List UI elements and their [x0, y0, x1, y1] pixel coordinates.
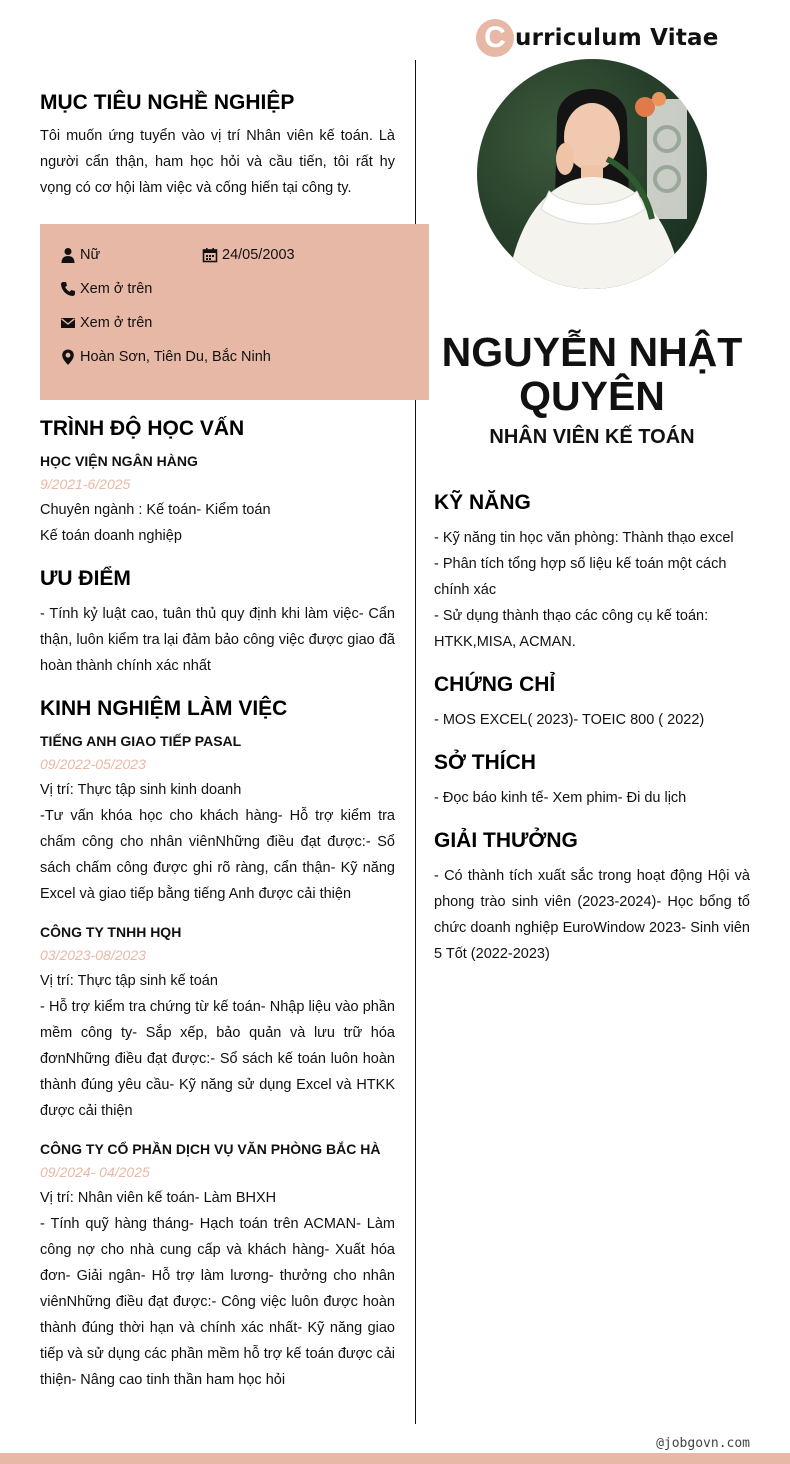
phone-value: Xem ở trên [80, 281, 153, 297]
experience-period: 09/2024- 04/2025 [40, 1164, 150, 1181]
person-icon [60, 247, 76, 263]
gender-value: Nữ [80, 247, 101, 263]
birthdate-row [202, 247, 295, 263]
logo-letter: C [476, 19, 514, 57]
location-pin-icon [60, 349, 76, 365]
company-name: CÔNG TY TNHH HQH [40, 924, 182, 941]
footer-credit: @jobgovn.com [656, 1436, 750, 1451]
certificates-text: - MOS EXCEL( 2023)- TOEIC 800 ( 2022) [434, 712, 705, 729]
education-section [40, 416, 395, 549]
company-name: CÔNG TY CỔ PHẦN DỊCH VỤ VĂN PHÒNG BẮC HÀ [40, 1141, 381, 1158]
birthdate-value: 24/05/2003 [222, 247, 295, 263]
experience-item [40, 731, 395, 907]
objective-heading: MỤC TIÊU NGHỀ NGHIỆP [40, 91, 295, 114]
phone-row [60, 281, 152, 297]
awards-text: - Có thành tích xuất sắc trong hoạt động Hội và phong trào sinh viên (2023-2024)- Học bổng tổ chức doanh nghiệp EuroWindow 2023- Sinh viên 5 Tốt (2022-2023) [434, 868, 750, 963]
email-row [60, 315, 152, 331]
hobbies-heading: SỞ THÍCH [434, 751, 536, 774]
certificates-heading: CHỨNG CHỈ [434, 673, 556, 696]
education-line: Chuyên ngành : Kế toán- Kiểm toán [40, 502, 271, 519]
strengths-heading: ƯU ĐIỂM [40, 567, 131, 590]
address-row [60, 349, 271, 365]
skills-heading: KỸ NĂNG [434, 491, 531, 514]
hobbies-section [434, 750, 750, 811]
experience-description: - Tính quỹ hàng tháng- Hạch toán trên ACMAN- Làm công nợ cho nhà cung cấp và khách hàng- Xuất hóa đơn- Giải ngân- Hỗ trợ làm lương- thưởng cho nhân viênNhững điều đạt được:- Công việc luôn được hoàn thành đúng thời hạn và chính xác nhất- Kỹ năng giao tiếp và sử dụng các phần mềm hỗ trợ kế toán được cải thiện- Nâng cao tinh thần ham học hỏi [40, 1216, 395, 1389]
cv-logo [476, 16, 719, 60]
portrait-image [477, 59, 707, 289]
education-heading: TRÌNH ĐỘ HỌC VẤN [40, 417, 245, 440]
strengths-section [40, 566, 395, 679]
envelope-icon [60, 315, 76, 331]
profile-photo [477, 59, 707, 289]
experience-period: 03/2023-08/2023 [40, 947, 146, 964]
objective-section [40, 90, 395, 201]
skill-item: - Sử dụng thành thạo các công cụ kế toán: HTKK,MISA, ACMAN. [434, 608, 709, 651]
personal-info-box [40, 224, 429, 400]
skill-item: - Kỹ năng tin học văn phòng: Thành thạo excel [434, 530, 734, 547]
logo-text: urriculum Vitae [515, 25, 719, 51]
experience-section [40, 696, 395, 1393]
strengths-text: - Tính kỷ luật cao, tuân thủ quy định khi làm việc- Cẩn thận, luôn kiểm tra lại đảm bảo công việc được giao đã hoàn thành chính xác nhất [40, 606, 395, 675]
candidate-name: NGUYỄN NHẬT QUYÊN [441, 329, 743, 419]
email-value: Xem ở trên [80, 315, 153, 331]
job-title: NHÂN VIÊN KẾ TOÁN [489, 426, 695, 448]
gender-row [60, 247, 100, 263]
experience-description: - Hỗ trợ kiểm tra chứng từ kế toán- Nhập liệu vào phần mềm công ty- Sắp xếp, bảo quản và lưu trữ hóa đơnNhững điều đạt được:- Sổ sách kế toán luôn hoàn thành đúng yêu cầu- Kỹ năng sử dụng Excel và HTKK được cải thiện [40, 999, 395, 1120]
company-name: TIẾNG ANH GIAO TIẾP PASAL [40, 733, 242, 750]
education-line: Kế toán doanh nghiệp [40, 528, 182, 545]
experience-position: Vị trí: Nhân viên kế toán- Làm BHXH [40, 1190, 277, 1207]
skills-section [434, 490, 750, 655]
experience-heading: KINH NGHIỆM LÀM VIỆC [40, 697, 288, 720]
footer-bar [0, 1453, 790, 1464]
address-value: Hoàn Sơn, Tiên Du, Bắc Ninh [80, 349, 271, 365]
awards-section [434, 828, 750, 967]
awards-heading: GIẢI THƯỞNG [434, 829, 578, 852]
calendar-icon [202, 247, 218, 263]
phone-icon [60, 281, 76, 297]
experience-description: -Tư vấn khóa học cho khách hàng- Hỗ trợ kiểm tra chấm công cho nhân viênNhững điều đạt được:- Sổ sách chấm công được ghi rõ ràng, cẩn thận- Kỹ năng Excel và giao tiếp bằng tiếng Anh được cải thiện [40, 808, 395, 903]
hobbies-text: - Đọc báo kinh tế- Xem phim- Đi du lịch [434, 790, 687, 807]
experience-period: 09/2022-05/2023 [40, 756, 146, 773]
experience-item [40, 1139, 395, 1393]
objective-text: Tôi muốn ứng tuyển vào vị trí Nhân viên kế toán. Là người cẩn thận, ham học hỏi và cầu tiến, tôi rất hy vọng có cơ hội làm việc và cống hiến tại công ty. [40, 128, 395, 197]
education-period: 9/2021-6/2025 [40, 476, 131, 493]
experience-position: Vị trí: Thực tập sinh kế toán [40, 973, 218, 990]
school-name: HỌC VIỆN NGÂN HÀNG [40, 453, 198, 470]
skill-item: - Phân tích tổng hợp số liệu kế toán một cách chính xác [434, 556, 727, 599]
certificates-section [434, 672, 750, 733]
experience-position: Vị trí: Thực tập sinh kinh doanh [40, 782, 242, 799]
experience-item [40, 922, 395, 1124]
